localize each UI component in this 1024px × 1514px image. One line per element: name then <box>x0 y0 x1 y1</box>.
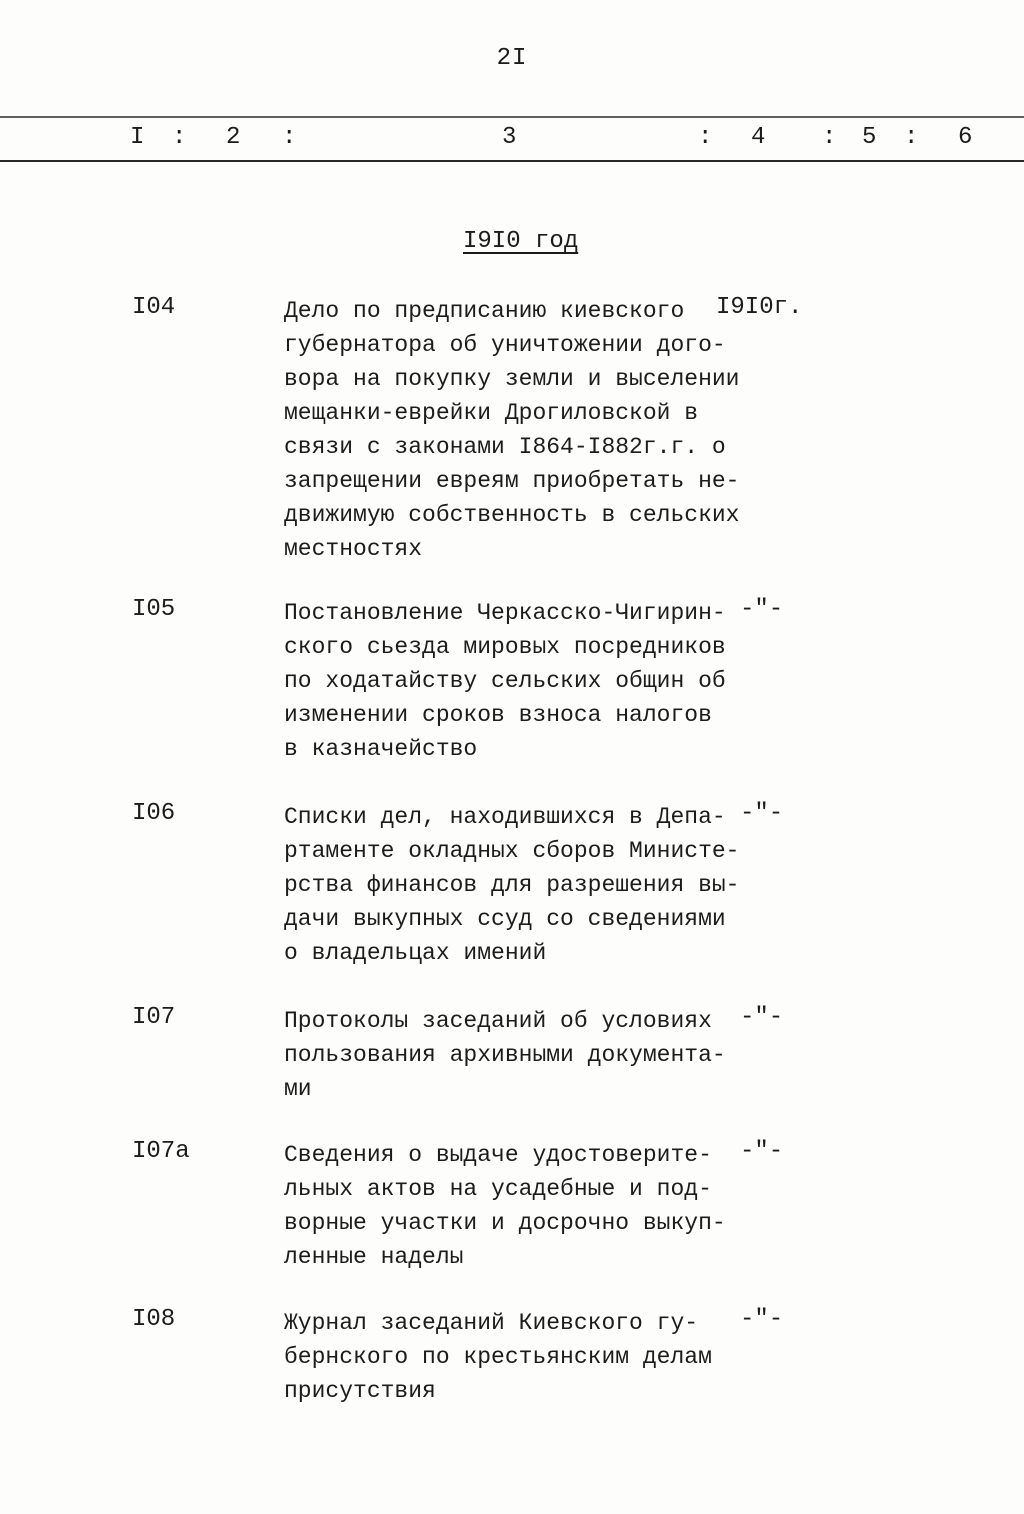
entry-description <box>284 294 744 566</box>
column-header-6: 6 <box>958 124 973 151</box>
entry-description <box>284 1004 744 1106</box>
description-line: губернатора об уничтожении дого- <box>284 332 726 358</box>
description-line: ворные участки и досрочно выкуп- <box>284 1210 726 1236</box>
entry-number: I04 <box>132 294 176 321</box>
description-line: Постановление Черкасско-Чигирин- <box>284 600 726 626</box>
column-separator: : <box>172 124 187 151</box>
description-line: о владельцах имений <box>284 940 547 966</box>
description-line: изменении сроков взноса налогов <box>284 702 712 728</box>
description-line: ленные наделы <box>284 1244 464 1270</box>
column-separator: : <box>698 124 713 151</box>
description-line: местностях <box>284 536 423 562</box>
entry-number: I07а <box>132 1138 190 1165</box>
column-header-3: 3 <box>502 124 517 151</box>
page-number: 2I <box>496 45 528 72</box>
column-header-4: 4 <box>751 124 766 151</box>
description-line: рства финансов для разрешения вы- <box>284 872 740 898</box>
column-separator: : <box>282 124 297 151</box>
entry-date-ditto: -"- <box>740 1004 784 1031</box>
description-line: вора на покупку земли и выселении <box>284 366 740 392</box>
description-line: ми <box>284 1076 312 1102</box>
description-line: льных актов на усадебные и под- <box>284 1176 712 1202</box>
description-line: по ходатайству сельских общин об <box>284 668 726 694</box>
description-line: запрещении евреям приобретать не- <box>284 468 740 494</box>
entry-description <box>284 800 744 970</box>
description-line: дачи выкупных ссуд со сведениями <box>284 906 726 932</box>
description-line: присутствия <box>284 1378 436 1404</box>
header-rule-top <box>0 116 1024 118</box>
description-line: движимую собственность в сельских <box>284 502 740 528</box>
description-line: в казначейство <box>284 736 478 762</box>
description-line: Дело по предписанию киевского <box>284 298 685 324</box>
description-line: ского сьезда мировых посредников <box>284 634 726 660</box>
entry-number: I06 <box>132 800 176 827</box>
description-line: мещанки-еврейки Дрогиловской в <box>284 400 699 426</box>
description-line: ртаменте окладных сборов Министе- <box>284 838 740 864</box>
description-line: Списки дел, находившихся в Депа- <box>284 804 726 830</box>
entry-description <box>284 1306 744 1408</box>
description-line: Протоколы заседаний об условиях <box>284 1008 712 1034</box>
description-line: пользования архивными документа- <box>284 1042 726 1068</box>
entry-number: I07 <box>132 1004 176 1031</box>
description-line: бернского по крестьянским делам <box>284 1344 712 1370</box>
column-header-1: I <box>130 124 145 151</box>
column-separator: : <box>904 124 919 151</box>
entry-date: I9I0г. <box>716 294 803 321</box>
entry-number: I08 <box>132 1306 176 1333</box>
description-line: Журнал заседаний Киевского гу- <box>284 1310 699 1336</box>
section-title: I9I0 год <box>463 228 579 255</box>
description-line: связи с законами I864-I882г.г. о <box>284 434 726 460</box>
entry-description <box>284 1138 744 1274</box>
entry-date-ditto: -"- <box>740 800 784 827</box>
column-separator: : <box>822 124 837 151</box>
entry-number: I05 <box>132 596 176 623</box>
header-rule-bottom <box>0 160 1024 162</box>
entry-date-ditto: -"- <box>740 1138 784 1165</box>
column-header-2: 2 <box>226 124 241 151</box>
entry-date-ditto: -"- <box>740 1306 784 1333</box>
entry-description <box>284 596 744 766</box>
entry-date-ditto: -"- <box>740 596 784 623</box>
description-line: Сведения о выдаче удостоверите- <box>284 1142 712 1168</box>
column-header-5: 5 <box>862 124 877 151</box>
